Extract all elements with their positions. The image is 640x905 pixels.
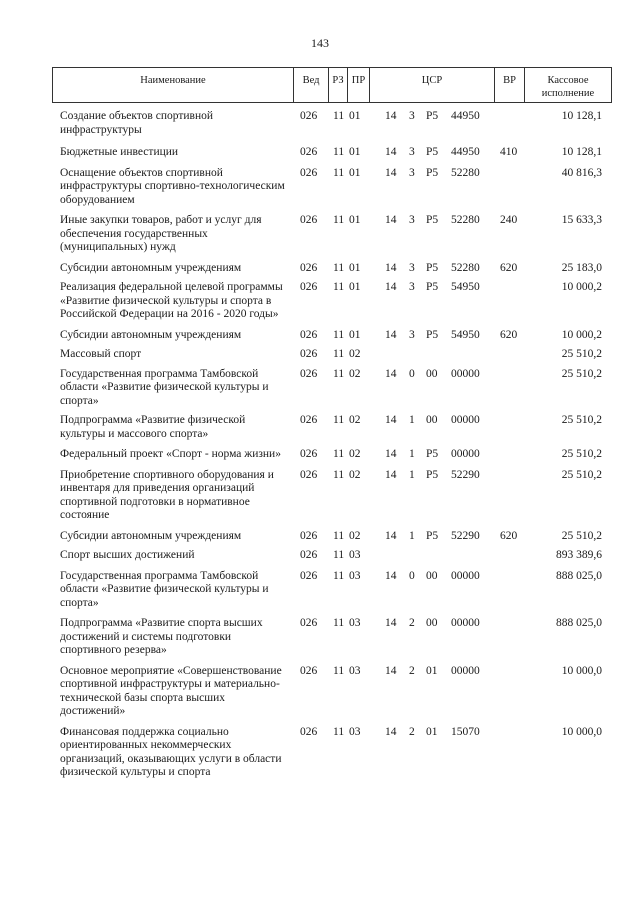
row-pr: 02 bbox=[349, 414, 361, 426]
row-csr-activity: Р5 bbox=[426, 448, 439, 460]
row-rz: 11 bbox=[333, 569, 345, 582]
row-amount: 10 000,2 bbox=[561, 281, 602, 293]
row-csr-program: 14 bbox=[385, 617, 397, 629]
row-vr: 410 bbox=[500, 146, 518, 158]
row-csr-activity: Р5 bbox=[426, 110, 439, 122]
table-row bbox=[0, 214, 640, 255]
row-csr-direction: 44950 bbox=[451, 146, 480, 158]
row-name: Спорт высших достижений bbox=[60, 549, 195, 561]
row-pr: 01 bbox=[349, 261, 361, 274]
row-csr-direction: 00000 bbox=[451, 448, 480, 460]
row-amount: 10 000,2 bbox=[561, 328, 602, 341]
row-csr-activity: Р5 bbox=[426, 166, 439, 179]
row-csr-subprogram: 2 bbox=[409, 617, 415, 629]
row-amount: 10 000,0 bbox=[561, 664, 602, 677]
row-pr: 01 bbox=[349, 110, 361, 122]
table-row bbox=[0, 368, 640, 409]
row-csr-activity: 00 bbox=[426, 367, 438, 380]
row-ved: 026 bbox=[300, 214, 318, 226]
header-ved: Вед bbox=[294, 68, 329, 102]
row-ved: 026 bbox=[300, 414, 318, 426]
row-csr-program: 14 bbox=[385, 146, 397, 158]
header-name: Наименование bbox=[53, 68, 294, 102]
row-rz: 11 bbox=[333, 617, 345, 629]
row-csr-activity: Р5 bbox=[426, 529, 439, 542]
row-pr: 03 bbox=[349, 725, 361, 738]
row-csr-subprogram: 1 bbox=[409, 468, 415, 481]
row-csr-activity: 00 bbox=[426, 414, 438, 426]
row-csr-subprogram: 2 bbox=[409, 664, 415, 677]
row-rz: 11 bbox=[333, 367, 345, 380]
row-csr-subprogram: 3 bbox=[409, 146, 415, 158]
row-pr: 02 bbox=[349, 348, 361, 360]
row-csr-subprogram: 3 bbox=[409, 110, 415, 122]
row-csr-program: 14 bbox=[385, 529, 397, 542]
row-pr: 03 bbox=[349, 549, 361, 561]
row-pr: 02 bbox=[349, 468, 361, 481]
row-rz: 11 bbox=[333, 549, 345, 561]
row-name: Государственная программа Тамбовской области «Развитие физической культуры и спорта» bbox=[60, 367, 269, 407]
row-amount: 25 510,2 bbox=[561, 348, 602, 360]
row-amount: 25 510,2 bbox=[561, 448, 602, 460]
row-csr-program: 14 bbox=[385, 261, 397, 274]
row-pr: 02 bbox=[349, 529, 361, 542]
row-name: Бюджетные инвестиции bbox=[60, 146, 179, 158]
row-name: Субсидии автономным учреждениям bbox=[60, 529, 242, 542]
table-row bbox=[0, 146, 640, 160]
header-amount bbox=[525, 68, 611, 102]
row-ved: 026 bbox=[300, 328, 318, 341]
row-rz: 11 bbox=[333, 664, 345, 677]
header-csr: ЦСР bbox=[370, 68, 495, 102]
row-amount: 25 510,2 bbox=[561, 468, 602, 481]
row-ved: 026 bbox=[300, 110, 318, 122]
table-row bbox=[0, 281, 640, 322]
row-csr-direction: 52280 bbox=[451, 166, 480, 179]
row-rz: 11 bbox=[333, 468, 345, 481]
row-csr-program: 14 bbox=[385, 569, 397, 582]
row-pr: 01 bbox=[349, 166, 361, 179]
page-number: 143 bbox=[311, 36, 329, 50]
table-header bbox=[52, 67, 612, 103]
row-csr-activity: Р5 bbox=[426, 468, 439, 481]
row-csr-activity: Р5 bbox=[426, 214, 439, 226]
row-csr-subprogram: 3 bbox=[409, 281, 415, 293]
row-csr-subprogram: 0 bbox=[409, 367, 415, 380]
row-ved: 026 bbox=[300, 617, 318, 629]
row-ved: 026 bbox=[300, 448, 318, 460]
table-row bbox=[0, 448, 640, 462]
header-amount-line1: Кассовое bbox=[547, 74, 589, 86]
row-csr-program: 14 bbox=[385, 468, 397, 481]
table-row bbox=[0, 726, 640, 780]
table-row bbox=[0, 348, 640, 362]
row-csr-direction: 00000 bbox=[451, 367, 480, 380]
row-csr-subprogram: 3 bbox=[409, 166, 415, 179]
row-name: Оснащение объектов спортивной инфраструктуры спортивно-технологическим оборудованием bbox=[60, 166, 285, 206]
row-amount: 25 510,2 bbox=[561, 414, 602, 426]
row-csr-program: 14 bbox=[385, 725, 397, 738]
row-rz: 11 bbox=[333, 110, 345, 122]
row-csr-direction: 00000 bbox=[451, 664, 480, 677]
row-csr-direction: 00000 bbox=[451, 569, 480, 582]
row-csr-program: 14 bbox=[385, 448, 397, 460]
row-amount: 10 128,1 bbox=[561, 146, 602, 158]
row-csr-subprogram: 3 bbox=[409, 328, 415, 341]
row-pr: 03 bbox=[349, 617, 361, 629]
row-rz: 11 bbox=[333, 281, 345, 293]
row-amount: 10 000,0 bbox=[561, 725, 602, 738]
row-rz: 11 bbox=[333, 261, 345, 274]
row-csr-program: 14 bbox=[385, 166, 397, 179]
table-row bbox=[0, 329, 640, 343]
row-name: Приобретение спортивного оборудования и инвентаря для приведения организаций спортивной подготовки в нормативное состояние bbox=[60, 468, 274, 521]
row-rz: 11 bbox=[333, 529, 345, 542]
row-csr-activity: 00 bbox=[426, 617, 438, 629]
row-vr: 620 bbox=[500, 261, 518, 274]
row-ved: 026 bbox=[300, 468, 318, 481]
row-csr-subprogram: 3 bbox=[409, 214, 415, 226]
row-csr-program: 14 bbox=[385, 414, 397, 426]
row-name: Финансовая поддержка социально ориентированных некоммерческих организаций, оказывающих услуги в области физической культуры и спорта bbox=[60, 725, 282, 778]
row-name: Массовый спорт bbox=[60, 348, 142, 360]
table-row bbox=[0, 530, 640, 544]
row-ved: 026 bbox=[300, 664, 318, 677]
row-pr: 03 bbox=[349, 569, 361, 582]
row-name: Подпрограмма «Развитие физической культуры и массового спорта» bbox=[60, 414, 246, 440]
header-amount-line2: исполнение bbox=[541, 87, 595, 99]
row-rz: 11 bbox=[333, 166, 345, 179]
row-csr-direction: 15070 bbox=[451, 725, 480, 738]
row-rz: 11 bbox=[333, 348, 345, 360]
row-amount: 40 816,3 bbox=[561, 166, 602, 179]
row-pr: 01 bbox=[349, 281, 361, 293]
table-row bbox=[0, 549, 640, 563]
row-csr-subprogram: 0 bbox=[409, 569, 415, 582]
row-rz: 11 bbox=[333, 328, 345, 341]
row-csr-subprogram: 2 bbox=[409, 725, 415, 738]
table-row bbox=[0, 469, 640, 523]
row-rz: 11 bbox=[333, 146, 345, 158]
row-amount: 888 025,0 bbox=[556, 569, 602, 582]
row-csr-subprogram: 3 bbox=[409, 261, 415, 274]
row-csr-direction: 52280 bbox=[451, 214, 480, 226]
row-ved: 026 bbox=[300, 261, 318, 274]
row-csr-direction: 52290 bbox=[451, 529, 480, 542]
row-amount: 888 025,0 bbox=[556, 617, 602, 629]
table-row bbox=[0, 570, 640, 611]
row-csr-direction: 54950 bbox=[451, 281, 480, 293]
table-row bbox=[0, 617, 640, 658]
row-rz: 11 bbox=[333, 414, 345, 426]
row-amount: 25 183,0 bbox=[561, 261, 602, 274]
row-csr-activity: 00 bbox=[426, 569, 438, 582]
row-csr-activity: Р5 bbox=[426, 281, 439, 293]
header-rz: РЗ bbox=[329, 68, 348, 102]
row-rz: 11 bbox=[333, 725, 345, 738]
row-csr-direction: 52280 bbox=[451, 261, 480, 274]
row-name: Иные закупки товаров, работ и услуг для обеспечения государственных (муниципальных) нужд bbox=[60, 214, 262, 253]
table-row bbox=[0, 665, 640, 719]
row-csr-subprogram: 1 bbox=[409, 529, 415, 542]
row-pr: 01 bbox=[349, 214, 361, 226]
row-csr-program: 14 bbox=[385, 281, 397, 293]
row-csr-direction: 00000 bbox=[451, 414, 480, 426]
header-vr: ВР bbox=[495, 68, 525, 102]
row-csr-program: 14 bbox=[385, 214, 397, 226]
row-pr: 03 bbox=[349, 664, 361, 677]
row-amount: 25 510,2 bbox=[561, 367, 602, 380]
row-amount: 25 510,2 bbox=[561, 529, 602, 542]
row-rz: 11 bbox=[333, 214, 345, 226]
row-name: Субсидии автономным учреждениям bbox=[60, 328, 242, 341]
table-body bbox=[0, 110, 640, 787]
row-amount: 15 633,3 bbox=[561, 214, 602, 226]
row-ved: 026 bbox=[300, 348, 318, 360]
row-ved: 026 bbox=[300, 367, 318, 380]
row-pr: 01 bbox=[349, 146, 361, 158]
row-csr-activity: Р5 bbox=[426, 328, 439, 341]
row-rz: 11 bbox=[333, 448, 345, 460]
row-ved: 026 bbox=[300, 725, 318, 738]
row-csr-program: 14 bbox=[385, 328, 397, 341]
row-ved: 026 bbox=[300, 146, 318, 158]
row-pr: 02 bbox=[349, 367, 361, 380]
table-row bbox=[0, 414, 640, 441]
row-ved: 026 bbox=[300, 166, 318, 179]
row-amount: 10 128,1 bbox=[561, 110, 602, 122]
row-csr-subprogram: 1 bbox=[409, 414, 415, 426]
row-name: Федеральный проект «Спорт - норма жизни» bbox=[60, 448, 281, 460]
row-name: Подпрограмма «Развитие спорта высших достижений и системы подготовки спортивного резерва» bbox=[60, 617, 263, 656]
row-csr-activity: 01 bbox=[426, 725, 438, 738]
table-row bbox=[0, 110, 640, 137]
row-ved: 026 bbox=[300, 569, 318, 582]
row-amount: 893 389,6 bbox=[556, 549, 602, 561]
row-ved: 026 bbox=[300, 529, 318, 542]
row-csr-program: 14 bbox=[385, 664, 397, 677]
row-ved: 026 bbox=[300, 549, 318, 561]
row-name: Создание объектов спортивной инфраструктуры bbox=[60, 110, 214, 136]
table-row bbox=[0, 262, 640, 276]
row-csr-program: 14 bbox=[385, 367, 397, 380]
table-row bbox=[0, 167, 640, 208]
row-csr-activity: Р5 bbox=[426, 146, 439, 158]
row-name: Основное мероприятие «Совершенствование спортивной инфраструктуры и материально-технической базы спорта высших достижений» bbox=[60, 664, 282, 717]
row-pr: 02 bbox=[349, 448, 361, 460]
row-csr-direction: 00000 bbox=[451, 617, 480, 629]
row-csr-direction: 44950 bbox=[451, 110, 480, 122]
row-csr-program: 14 bbox=[385, 110, 397, 122]
row-vr: 620 bbox=[500, 529, 518, 542]
row-name: Субсидии автономным учреждениям bbox=[60, 261, 242, 274]
header-pr: ПР bbox=[348, 68, 370, 102]
row-csr-activity: 01 bbox=[426, 664, 438, 677]
row-pr: 01 bbox=[349, 328, 361, 341]
row-ved: 026 bbox=[300, 281, 318, 293]
row-csr-subprogram: 1 bbox=[409, 448, 415, 460]
row-vr: 620 bbox=[500, 328, 518, 341]
row-name: Реализация федеральной целевой программы «Развитие физической культуры и спорта в Российской Федерации на 2016 - 2020 годы» bbox=[60, 281, 283, 320]
row-vr: 240 bbox=[500, 214, 518, 226]
row-csr-direction: 52290 bbox=[451, 468, 480, 481]
row-csr-direction: 54950 bbox=[451, 328, 480, 341]
row-csr-activity: Р5 bbox=[426, 261, 439, 274]
row-name: Государственная программа Тамбовской области «Развитие физической культуры и спорта» bbox=[60, 569, 269, 609]
